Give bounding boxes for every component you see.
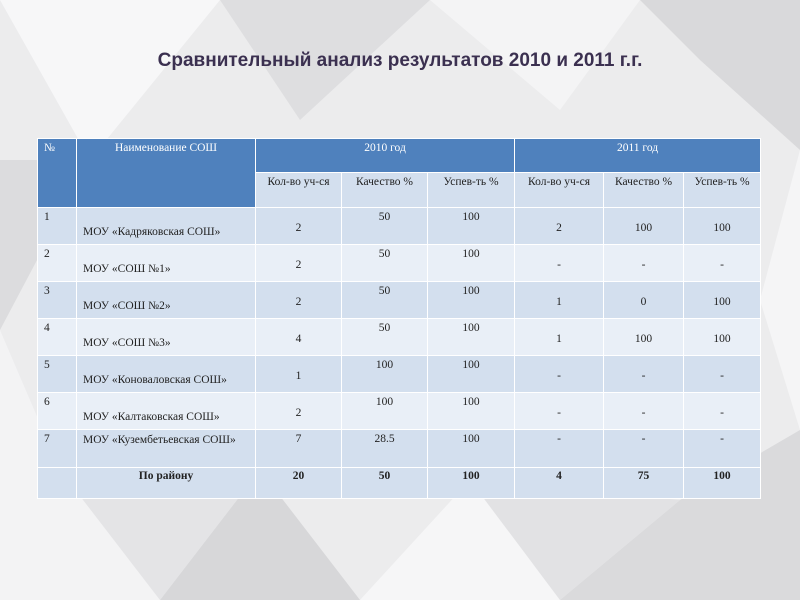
row-number: 2 <box>38 245 77 282</box>
cell-value: 2 <box>256 245 342 282</box>
cell-value: - <box>604 356 684 393</box>
table-row <box>38 430 761 468</box>
total-value: 4 <box>515 468 604 499</box>
total-row <box>38 468 761 499</box>
subheader-quality-2011: Качество % <box>604 173 684 208</box>
cell-value: - <box>604 245 684 282</box>
cell-value: - <box>684 245 761 282</box>
cell-value: - <box>515 393 604 430</box>
row-number: 6 <box>38 393 77 430</box>
subheader-progress-2010: Успев-ть % <box>428 173 515 208</box>
subheader-students-2010: Кол-во уч-ся <box>256 173 342 208</box>
cell-value: 100 <box>428 393 515 430</box>
header-school-name: Наименование СОШ <box>77 139 256 208</box>
subheader-progress-2011: Успев-ть % <box>684 173 761 208</box>
subheader-students-2011: Кол-во уч-ся <box>515 173 604 208</box>
cell-value: - <box>684 430 761 468</box>
row-number: 1 <box>38 208 77 245</box>
header-year-2010: 2010 год <box>256 139 515 173</box>
cell-value: 50 <box>342 282 428 319</box>
cell-value: - <box>515 245 604 282</box>
table-row <box>38 208 761 245</box>
cell-value: 2 <box>256 393 342 430</box>
cell-value: - <box>515 356 604 393</box>
cell-value: 100 <box>428 356 515 393</box>
cell-value: 100 <box>604 319 684 356</box>
school-name: МОУ «СОШ №3» <box>77 319 256 356</box>
cell-value: 0 <box>604 282 684 319</box>
cell-value: - <box>604 393 684 430</box>
cell-value: - <box>515 430 604 468</box>
row-number: 5 <box>38 356 77 393</box>
cell-value: 100 <box>428 319 515 356</box>
cell-value: 7 <box>256 430 342 468</box>
header-year-2011: 2011 год <box>515 139 761 173</box>
school-name: МОУ «Кузембетьевская СОШ» <box>77 430 256 468</box>
cell-value: 100 <box>604 208 684 245</box>
results-table <box>37 138 761 499</box>
cell-value: 50 <box>342 208 428 245</box>
cell-value: 1 <box>256 356 342 393</box>
total-value: 100 <box>684 468 761 499</box>
cell-value: 100 <box>684 282 761 319</box>
header-number: № <box>38 139 77 208</box>
school-name: МОУ «СОШ №1» <box>77 245 256 282</box>
cell-value: 4 <box>256 319 342 356</box>
cell-value: 100 <box>342 393 428 430</box>
cell-value: 1 <box>515 319 604 356</box>
row-number: 4 <box>38 319 77 356</box>
cell-value: - <box>684 356 761 393</box>
page-title: Сравнительный анализ результатов 2010 и 2011 г.г. <box>157 50 643 71</box>
school-name: МОУ «Калтаковская СОШ» <box>77 393 256 430</box>
subheader-quality-2010: Качество % <box>342 173 428 208</box>
table-row <box>38 356 761 393</box>
school-name: МОУ «СОШ №2» <box>77 282 256 319</box>
cell-value: 2 <box>256 282 342 319</box>
cell-value: 50 <box>342 245 428 282</box>
table-row <box>38 282 761 319</box>
cell-value: 50 <box>342 319 428 356</box>
cell-value: 28.5 <box>342 430 428 468</box>
total-value: 50 <box>342 468 428 499</box>
cell-value: 100 <box>428 430 515 468</box>
cell-value: 2 <box>256 208 342 245</box>
cell-value: 2 <box>515 208 604 245</box>
cell-value: 1 <box>515 282 604 319</box>
school-name: МОУ «Кадряковская СОШ» <box>77 208 256 245</box>
school-name: МОУ «Коноваловская СОШ» <box>77 356 256 393</box>
total-label: По району <box>77 468 256 499</box>
total-empty-cell <box>38 468 77 499</box>
total-value: 75 <box>604 468 684 499</box>
cell-value: 100 <box>428 208 515 245</box>
total-value: 20 <box>256 468 342 499</box>
cell-value: 100 <box>428 282 515 319</box>
cell-value: 100 <box>684 319 761 356</box>
cell-value: 100 <box>684 208 761 245</box>
cell-value: 100 <box>428 245 515 282</box>
cell-value: - <box>604 430 684 468</box>
cell-value: 100 <box>342 356 428 393</box>
table-row <box>38 319 761 356</box>
table-row <box>38 245 761 282</box>
table-row <box>38 393 761 430</box>
row-number: 3 <box>38 282 77 319</box>
row-number: 7 <box>38 430 77 468</box>
total-value: 100 <box>428 468 515 499</box>
cell-value: - <box>684 393 761 430</box>
